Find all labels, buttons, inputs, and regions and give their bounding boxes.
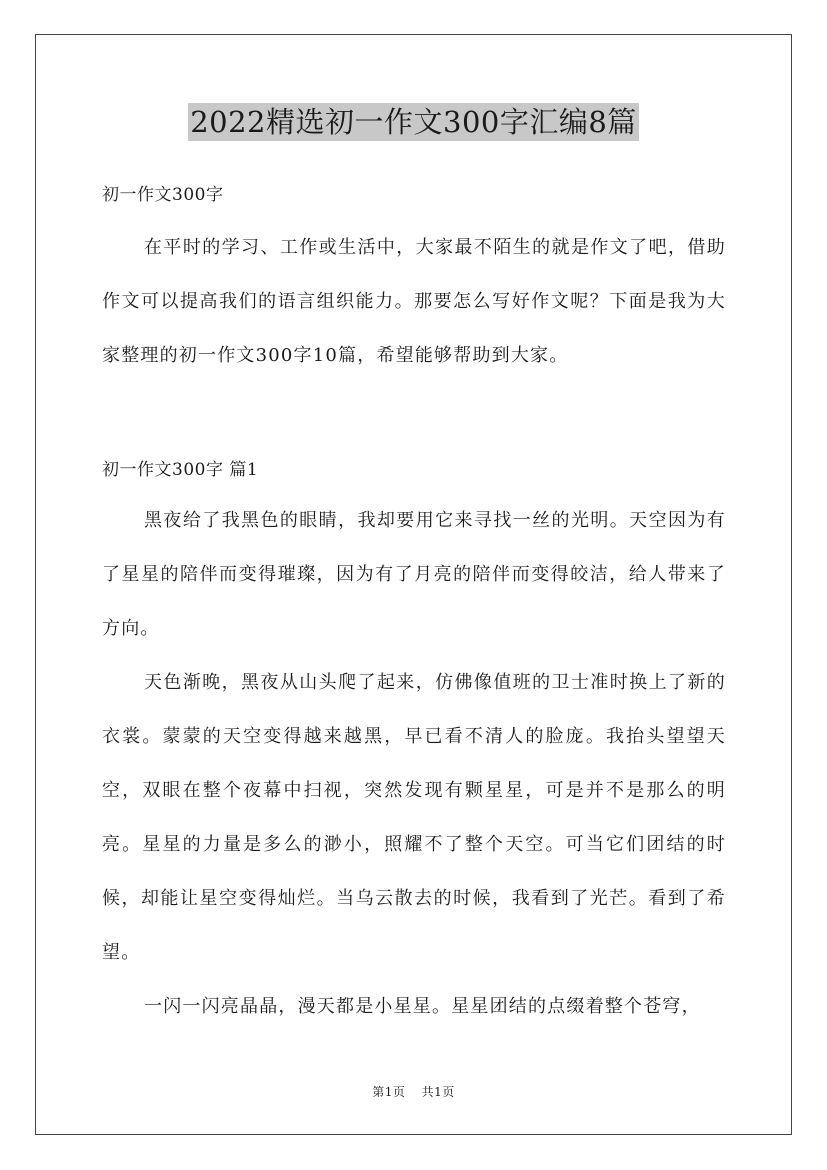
document-title: 2022精选初一作文300字汇编8篇 <box>190 105 637 139</box>
document-title-wrap <box>0 103 827 141</box>
page-number-total: 共1页 <box>421 1085 455 1099</box>
page-number-current: 第1页 <box>372 1085 406 1099</box>
section1-paragraph-2: 天色渐晚，黑夜从山头爬了起来，仿佛像值班的卫士准时换上了新的衣裳。蒙蒙的天空变得越来越黑，早已看不清人的脸庞。我抬头望望天空，双眼在整个夜幕中扫视，突然发现有颗星星，可是并不是那么的明亮。星星的力量是多么的渺小，照耀不了整个天空。可当它们团结的时候，却能让星空变得灿烂。当乌云散去的时候，我看到了光芒。看到了希望。 <box>102 672 726 963</box>
section1-paragraph-3: 一闪一闪亮晶晶，漫天都是小星星。星星团结的点缀着整个苍穹， <box>144 996 701 1017</box>
intro-heading-text: 初一作文300字 <box>102 185 224 205</box>
section1-heading-text: 初一作文300字 篇1 <box>102 460 259 480</box>
section1-heading <box>102 455 726 480</box>
page-footer <box>0 1083 827 1100</box>
intro-heading <box>102 180 726 205</box>
section1-paragraph-1: 黑夜给了我黑色的眼睛，我却要用它来寻找一丝的光明。天空因为有了星星的陪伴而变得璀璨，因为有了月亮的陪伴而变得皎洁，给人带来了方向。 <box>102 510 726 639</box>
section1-body <box>102 494 726 1034</box>
intro-section <box>102 221 726 383</box>
intro-paragraph: 在平时的学习、工作或生活中，大家最不陌生的就是作文了吧，借助作文可以提高我们的语言组织能力。那要怎么写好作文呢？下面是我为大家整理的初一作文300字10篇，希望能够帮助到大家。 <box>102 237 726 366</box>
